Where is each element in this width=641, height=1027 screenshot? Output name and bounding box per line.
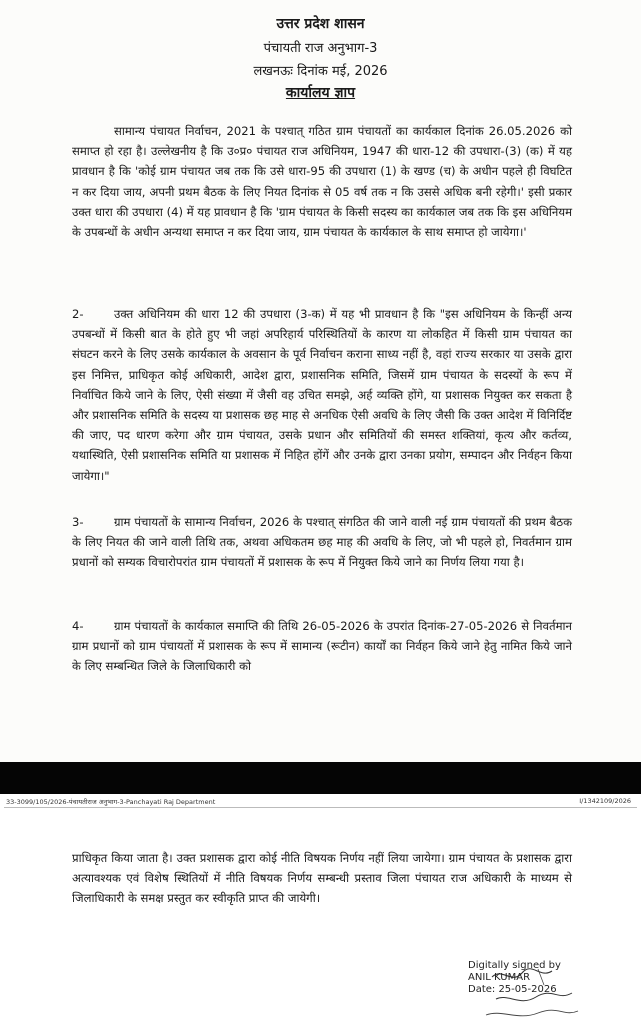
paragraph-4 [72,616,572,677]
file-reference: 33-3099/105/2026-पंचायतीराज अनुभाग-3-Panchayati Raj Department [6,798,216,806]
department-name: पंचायती राज अनुभाग-3 [263,41,378,56]
digital-signature [468,960,578,996]
page-separator-band [0,762,641,794]
document-reference: I/1342109/2026 [579,797,631,805]
footer-divider [4,807,637,808]
signature-line-1: Digitally signed by [468,960,561,971]
paragraph-3-number: 3- [72,515,84,529]
paragraph-2 [72,304,572,486]
govt-title: उत्तर प्रदेश शासन [276,16,365,32]
paragraph-4-text: ग्राम पंचायतों के कार्यकाल समाप्ति की तिथि 26-05-2026 के उपरांत दिनांक-27-05-2026 से निवर्तमान ग्राम प्रधानों को ग्राम पंचायतों में प्रशासक के रूप में सामान्य (रूटीन) कार्यों का निर्वहन किये जाने हेतु नामित किये जाने के लिए सम्बन्धित जिले के जिलाधिकारी को [72,619,572,674]
signature-date: Date: 25-05-2026 [468,984,557,995]
signature-name: ANIL KUMAR [468,972,531,983]
paragraph-5: प्राधिकृत किया जाता है। उक्त प्रशासक द्वारा कोई नीति विषयक निर्णय नहीं लिया जायेगा। ग्राम पंचायत के प्रशासक द्वारा अत्यावश्यक एवं विशेष स्थितियों में नीति विषयक निर्णय सम्बन्धी प्रस्ताव जिला पंचायत राज अधिकारी के माध्यम से जिलाधिकारी के समक्ष प्रस्तुत कर स्वीकृति प्राप्त की जायेगी। [72,851,572,906]
memo-heading [0,83,641,102]
paragraph-2-text: उक्त अधिनियम की धारा 12 की उपधारा (3-क) में यह भी प्रावधान है कि "इस अधिनियम के किन्हीं अन्य उपबन्धों में किसी बात के होते हुए भी जहां अपरिहार्य परिस्थितियों के कारण या लोकहित में किसी ग्राम पंचायत का संघटन करने के लिए उसके कार्यकाल के अवसान के पूर्व निर्वाचन कराना साध्य नहीं है, वहां राज्य सरकार या उसके द्वारा इस निमित्त, प्राधिकृत कोई अधिकारी, आदेश द्वारा, प्रशासनिक समिति, जिसमें ग्राम पंचायत के सदस्यों के रूप में निर्वाचित किये जाने के लिए, ऐसी संख्या में जैसी वह उचित समझे, अर्ह व्यक्ति होंगे, या प्रशासक नियुक्त कर सकता है और प्रशासनिक समिति के सदस्य या प्रशासक छह माह से अनधिक ऐसी अवधि के लिए जैसी कि उक्त आदेश में विनिर्दिष्ट की जाए, पद धारण करेगा और ग्राम पंचायत, उसके प्रधान और समितियों की समस्त शक्तियां, कृत्य और कर्तव्य, यथास्थिति, ऐसी प्रशासनिक समिति या प्रशासक में निहित होंगें और उनके द्वारा उनका प्रयोग, सम्पादन और निर्वहन किया जायेगा।" [72,307,572,483]
paragraph-4-number: 4- [72,619,84,633]
place-date: लखनऊः दिनांक मई, 2026 [253,64,388,79]
paragraph-3 [72,512,572,573]
paragraph-2-number: 2- [72,307,84,321]
memo-heading-text: कार्यालय ज्ञाप [285,85,356,101]
paragraph-3-text: ग्राम पंचायतों के सामान्य निर्वाचन, 2026 के पश्चात् संगठित की जाने वाली नई ग्राम पंचायतों की प्रथम बैठक के लिए नियत की जाने वाली तिथि तक, अथवा अधिकतम छह माह की अवधि के लिए, जो भी पहले हो, निवर्तमान ग्राम प्रधानों को सम्यक विचारोपरांत ग्राम पंचायतों में प्रशासक के रूप में नियुक्त किये जाने का निर्णय लिया गया है। [72,515,572,570]
paragraph-1: सामान्य पंचायत निर्वाचन, 2021 के पश्चात् गठित ग्राम पंचायतों का कार्यकाल दिनांक 26.05.2026 को समाप्त हो रहा है। उल्लेखनीय है कि उ०प्र० पंचायत राज अधिनियम, 1947 की धारा-12 की उपधारा-(3) (क) में यह प्रावधान है कि 'कोई ग्राम पंचायत जब तक कि उसे धारा-95 की उपधारा (1) के खण्ड (च) के अधीन पहले ही विघटित न कर दिया जाय, अपनी प्रथम बैठक के लिए नियत दिनांक से 05 वर्ष तक न कि उससे अधिक बनी रहेगी।' इसी प्रकार उक्त धारा की उपधारा (4) में यह प्रावधान है कि 'ग्राम पंचायत के किसी सदस्य का कार्यकाल जब तक कि इस अधिनियम के उपबन्धों के अधीन अन्यथा समाप्त न कर दिया जाय, ग्राम पंचायत के कार्यकाल के साथ समाप्त हो जायेगा।' [72,124,572,240]
